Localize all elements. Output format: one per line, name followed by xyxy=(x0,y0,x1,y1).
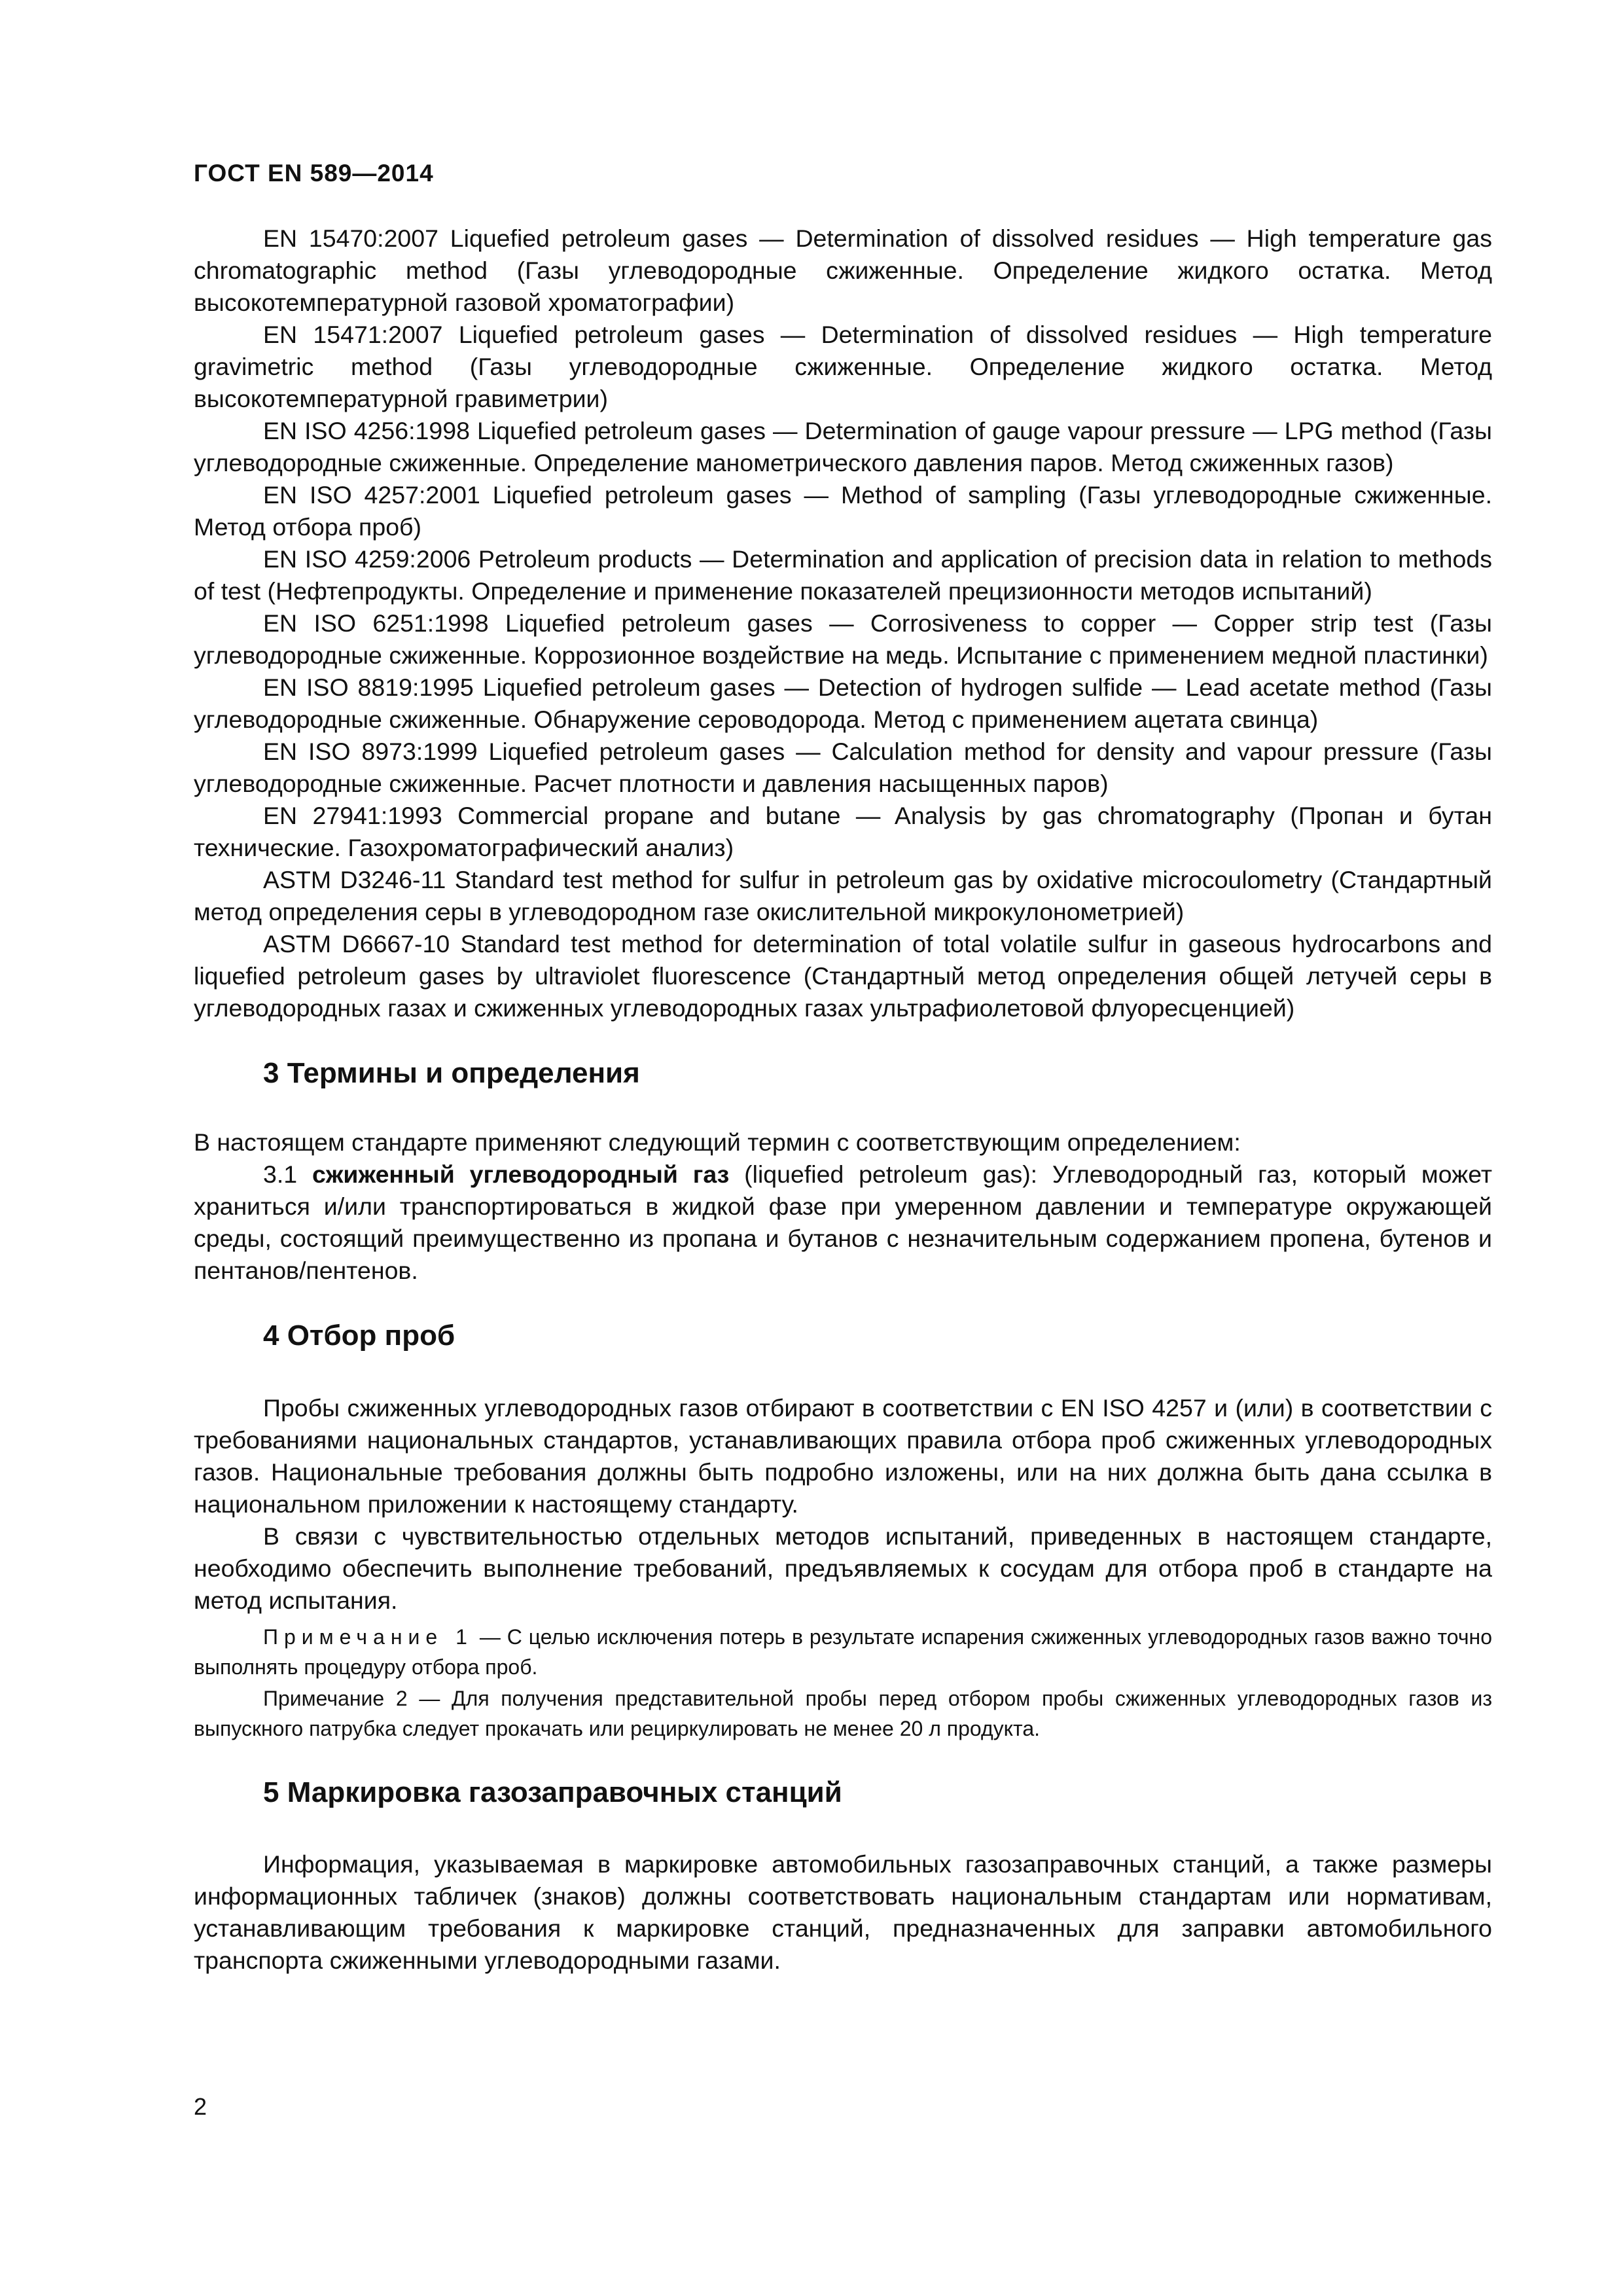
reference-item: EN ISO 4257:2001 Liquefied petroleum gases — Method of sampling (Газы углеводородные сжиженные. Метод отбора проб) xyxy=(194,481,1492,541)
section-4-paragraph: Пробы сжиженных углеводородных газов отбирают в соответствии с EN ISO 4257 и (или) в соответствии с требованиями национальных стандартов, устанавливающих правила отбора проб сжиженных углеводородных газов. Национальные требования должны быть подробно изложены, или на них должна быть дана ссылка в национальном приложении к настоящему стандарту. xyxy=(194,1394,1492,1518)
note-2: Примечание 2 — Для получения представительной пробы перед отбором пробы сжиженных углеводородных газов из выпускного патрубка следует прокачать или рециркулировать не менее 20 л продукта. xyxy=(194,1687,1492,1740)
reference-item: EN ISO 4256:1998 Liquefied petroleum gases — Determination of gauge vapour pressure — LPG method (Газы углеводородные сжиженные. Определение манометрического давления паров. Метод сжиженных газов) xyxy=(194,417,1492,476)
section-3-heading: 3 Термины и определения xyxy=(263,1057,640,1089)
section-4-paragraph: В связи с чувствительностью отдельных методов испытаний, приведенных в настоящем стандарте, необходимо обеспечить выполнение требований, предъявляемых к сосудам для отбора проб в стандарте на метод испытания. xyxy=(194,1522,1492,1614)
normative-references-list xyxy=(194,223,1492,1024)
reference-item: EN 15471:2007 Liquefied petroleum gases — Determination of dissolved residues — High temperature gravimetric method (Газы углеводородные сжиженные. Определение жидкого остатка. Метод высокотемпературной гравиметрии) xyxy=(194,321,1492,412)
reference-item: ASTM D6667-10 Standard test method for determination of total volatile sulfur in gaseous hydrocarbons and liquefied petroleum gases by ultraviolet fluorescence (Стандартный метод определения общей летучей серы в углеводородных газах и сжиженных углеводородных газах ультрафиолетовой флуоресценцией) xyxy=(194,930,1492,1022)
note-1-label: Примечание 1 xyxy=(263,1625,473,1649)
term-name: сжиженный углеводородный газ xyxy=(312,1160,730,1188)
section-3-intro: В настоящем стандарте применяют следующий термин с соответствующим определением: xyxy=(194,1128,1241,1156)
reference-item: EN ISO 6251:1998 Liquefied petroleum gases — Corrosiveness to copper — Copper strip test (Газы углеводородные сжиженные. Коррозионное воздействие на медь. Испытание с применением медной пластинки) xyxy=(194,609,1492,669)
term-definition xyxy=(194,1158,1492,1287)
page-number: 2 xyxy=(194,2093,207,2120)
reference-item: ASTM D3246-11 Standard test method for sulfur in petroleum gas by oxidative microcoulometry (Стандартный метод определения серы в углеводородном газе окислительной микрокулонометрией) xyxy=(194,866,1492,925)
term-number: 3.1 xyxy=(263,1160,298,1188)
section-5-heading: 5 Маркировка газозаправочных станций xyxy=(263,1776,842,1808)
section-4-heading: 4 Отбор проб xyxy=(263,1319,455,1352)
reference-item: EN ISO 8819:1995 Liquefied petroleum gases — Detection of hydrogen sulfide — Lead acetate method (Газы углеводородные сжиженные. Обнаружение сероводорода. Метод с применением ацетата свинца) xyxy=(194,673,1492,733)
section-5-paragraph: Информация, указываемая в маркировке автомобильных газозаправочных станций, а также размеры информационных табличек (знаков) должны соответствовать национальным стандартам или нормативам, устанавливающим требования к маркировке станций, предназначенных для заправки автомобильного транспорта сжиженными углеводородными газами. xyxy=(194,1850,1492,1974)
reference-item: EN ISO 8973:1999 Liquefied petroleum gases — Calculation method for density and vapour pressure (Газы углеводородные сжиженные. Расчет плотности и давления насыщенных паров) xyxy=(194,738,1492,797)
note-1-text: — С целью исключения потерь в результате испарения сжиженных углеводородных газов важно точно выполнять процедуру отбора проб. xyxy=(194,1625,1493,1679)
reference-item: EN ISO 4259:2006 Petroleum products — Determination and application of precision data in relation to methods of test (Нефтепродукты. Определение и применение показателей прецизионности методов испытаний) xyxy=(194,545,1492,605)
document-header: ГОСТ EN 589—2014 xyxy=(194,160,434,187)
reference-item: EN 27941:1993 Commercial propane and butane — Analysis by gas chromatography (Пропан и бутан технические. Газохроматографический анализ) xyxy=(194,802,1492,861)
reference-item: EN 15470:2007 Liquefied petroleum gases — Determination of dissolved residues — High temperature gas chromatographic method (Газы углеводородные сжиженные. Определение жидкого остатка. Метод высокотемпературной газовой хроматографии) xyxy=(194,224,1492,316)
page-content xyxy=(194,223,1492,1977)
term-text: (liquefied petroleum gas): Углеводородный газ, который может храниться и/или транспортироваться в жидкой фазе при умеренном давлении и температуре окружающей среды, состоящий преимущественно из пропана и бутанов с незначительным содержанием пропена, бутенов и пентанов/пентенов. xyxy=(194,1160,1493,1284)
note-1 xyxy=(194,1622,1492,1682)
